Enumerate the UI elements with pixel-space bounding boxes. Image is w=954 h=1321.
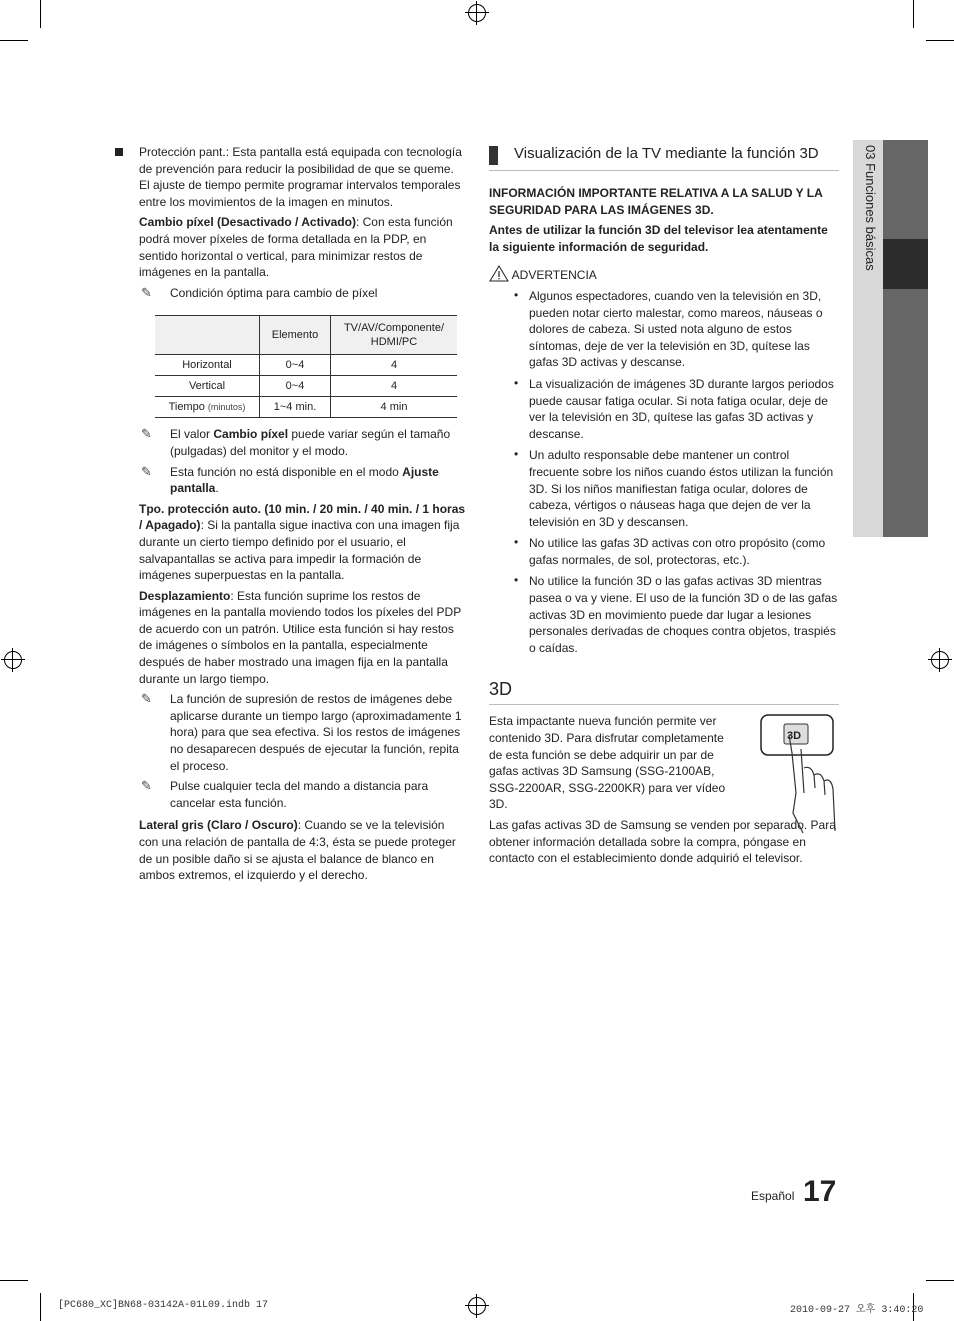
registration-mark-icon bbox=[4, 651, 22, 669]
table-cell: 4 bbox=[331, 355, 458, 376]
lateral-gris-title: Lateral gris (Claro / Oscuro) bbox=[139, 818, 298, 833]
section-heading-text: Visualización de la TV mediante la función 3D bbox=[514, 145, 819, 162]
cambio-pixel-text: : Con esta función podrá mover píxeles de forma detallada en la PDP, en sentido horizontal o vertical, para minimizar restos de imágenes en la pantalla. bbox=[139, 215, 453, 280]
cambio-pixel-paragraph bbox=[139, 214, 467, 280]
table-cell: 4 bbox=[331, 376, 458, 397]
note-text: . bbox=[215, 481, 219, 496]
crop-mark bbox=[0, 1280, 28, 1281]
note-valor bbox=[139, 426, 467, 459]
crop-mark bbox=[0, 40, 28, 41]
table-header-cell: TV/AV/Componente/ HDMI/PC bbox=[331, 316, 458, 355]
note-pencil-icon: ✎ bbox=[141, 778, 152, 794]
note-text: La función de supresión de restos de imágenes debe aplicarse durante un tiempo largo (aproximadamente 1 hora) para que sea efectiva. Si los restos de imágenes no desaparecen después de ejecutar la función, repita el proceso. bbox=[170, 692, 462, 773]
table-cell-label: Tiempo bbox=[168, 401, 205, 414]
warning-label-text: ADVERTENCIA bbox=[511, 268, 597, 283]
left-column bbox=[139, 144, 467, 888]
tpo-proteccion-paragraph bbox=[139, 501, 467, 584]
note-ajuste bbox=[139, 464, 467, 497]
side-tab-active-marker bbox=[883, 239, 928, 289]
button-3d-label: 3D bbox=[787, 730, 802, 743]
heading-bar-icon bbox=[489, 146, 498, 165]
registration-mark-icon bbox=[468, 4, 486, 22]
desplazamiento-paragraph bbox=[139, 588, 467, 688]
note-bold: Cambio píxel bbox=[213, 427, 289, 442]
right-column bbox=[489, 144, 839, 871]
print-info-left: [PC680_XC]BN68-03142A-01L09.indb 17 bbox=[58, 1300, 269, 1311]
table-cell: 1~4 min. bbox=[260, 397, 331, 418]
note-text: Pulse cualquier tecla del mando a distancia para cancelar esta función. bbox=[170, 779, 429, 810]
para-3d-2-text: Las gafas activas 3D de Samsung se venden por separado. Para obtener información detallada sobre la compra, póngase en contacto con el establecimiento donde adquirió el televisor. bbox=[489, 818, 836, 866]
pixel-shift-table bbox=[155, 315, 457, 418]
table-cell bbox=[155, 397, 260, 418]
warning-label bbox=[489, 265, 839, 284]
remote-3d-button-illustration bbox=[759, 713, 839, 835]
para-3d-1: Esta impactante nueva función permite ver contenido 3D. Para disfrutar completamente de esta función se debe adquirir un par de gafas activas 3D Samsung (SSG-2100AB, SSG-2200AR, SSG-2200KR) para ver vídeo 3D. bbox=[489, 714, 726, 812]
table-row bbox=[155, 376, 457, 397]
side-tab-dark bbox=[883, 140, 928, 537]
table-row bbox=[155, 355, 457, 376]
note-text: El valor bbox=[170, 427, 214, 442]
table-cell: Vertical bbox=[155, 376, 260, 397]
list-item: • Algunos espectadores, cuando ven la televisión en 3D, pueden notar cierto malestar, como mareos, náuseas o dolores de cabeza. Si usted nota alguno de estos síntomas, deje de ver la televisión en 3D, quítese las gafas 3D activas y descanse. bbox=[529, 288, 839, 371]
print-info-right: 2010-09-27 오후 3:40:20 bbox=[790, 1305, 924, 1316]
note-supresion bbox=[139, 691, 467, 774]
table-cell-unit: (minutos) bbox=[207, 402, 246, 413]
side-tab-label: 03 Funciones básicas bbox=[863, 145, 878, 271]
registration-mark-icon bbox=[931, 651, 949, 669]
info-bold-text: Antes de utilizar la función 3D del televisor lea atentamente la siguiente información de seguridad. bbox=[489, 223, 828, 254]
crop-mark bbox=[40, 0, 41, 28]
crop-mark bbox=[926, 40, 954, 41]
note-text: Condición óptima para cambio de píxel bbox=[170, 285, 378, 300]
crop-mark bbox=[40, 1293, 41, 1321]
note-text: Esta función no está disponible en el modo bbox=[170, 464, 403, 479]
proteccion-text: : Esta pantalla está equipada con tecnología de prevención para reducir la posibilidad de que se queme. El ajuste de tiempo permite programar intervalos temporales entre los movimientos de la imagen en minutos. bbox=[139, 145, 462, 209]
page-number: 17 bbox=[803, 1175, 837, 1208]
square-bullet-icon bbox=[115, 148, 123, 156]
note-text: puede variar según el tamaño (pulgadas) del monitor y el modo. bbox=[170, 427, 451, 458]
table-cell: 0~4 bbox=[260, 355, 331, 376]
table-cell: Horizontal bbox=[155, 355, 260, 376]
warning-triangle-icon bbox=[489, 265, 509, 282]
table-header-cell bbox=[155, 316, 260, 355]
list-item: • La visualización de imágenes 3D durante largos periodos puede causar fatiga ocular. Si nota fatiga ocular, deje de ver la televisión en 3D, quítese las gafas 3D activas y descanse. bbox=[529, 376, 839, 442]
list-item: • No utilice las gafas 3D activas con otro propósito (como gafas normales, de sol, protectoras, etc.). bbox=[529, 535, 839, 568]
table-cell: 0~4 bbox=[260, 376, 331, 397]
warning-list bbox=[489, 288, 839, 656]
info-bold-2 bbox=[489, 222, 839, 255]
note-bold: Ajuste pantalla bbox=[170, 464, 439, 496]
heading-3d: 3D bbox=[489, 678, 839, 705]
table-header-cell: Elemento bbox=[260, 316, 331, 355]
crop-mark bbox=[913, 0, 914, 28]
desplazamiento-text: : Esta función suprime los restos de imágenes en la pantalla moviendo todos los píxeles del PDP de acuerdo con un patrón. Utilice esta función si hay restos de imágenes o símbolos en la pantalla, especialmente después de haber mostrado una imagen fija en la pantalla durante un largo tiempo. bbox=[139, 588, 461, 686]
note-condicion bbox=[139, 285, 467, 302]
desplazamiento-title: Desplazamiento bbox=[139, 588, 231, 603]
table-row bbox=[155, 397, 457, 418]
note-pulse bbox=[139, 778, 467, 811]
section-heading bbox=[489, 144, 839, 171]
note-pencil-icon: ✎ bbox=[141, 691, 152, 707]
tpo-proteccion-text: : Si la pantalla sigue inactiva con una imagen fija durante un cierto tiempo definido por el usuario, el salvapantallas se activa para impedir la formación de imágenes superpuestas en la pantalla. bbox=[139, 518, 460, 583]
proteccion-title: Protección pant. bbox=[139, 145, 226, 159]
proteccion-paragraph bbox=[139, 144, 467, 210]
table-cell: 4 min bbox=[331, 397, 458, 418]
cambio-pixel-title: Cambio píxel (Desactivado / Activado) bbox=[139, 215, 356, 230]
section-3d-body bbox=[489, 713, 839, 866]
info-bold-text: INFORMACIÓN IMPORTANTE RELATIVA A LA SALUD Y LA SEGURIDAD PARA LAS IMÁGENES 3D. bbox=[489, 186, 823, 217]
info-bold-1 bbox=[489, 185, 839, 218]
note-pencil-icon: ✎ bbox=[141, 463, 152, 479]
crop-mark bbox=[926, 1280, 954, 1281]
note-pencil-icon: ✎ bbox=[141, 284, 152, 300]
registration-mark-icon bbox=[468, 1297, 486, 1315]
list-item: • No utilice la función 3D o las gafas activas 3D mientras pasea o va y viene. El uso de la función 3D o de las gafas activas 3D en movimiento puede dar lugar a lesiones personales derivadas de choques contra objetos, traspiés o caídas. bbox=[529, 573, 839, 656]
lateral-gris-text: : Cuando se ve la televisión con una relación de pantalla de 4:3, ésta se puede proteger de un posible daño si se ajusta el balance de blanco en ambos extremos, el izquierdo y el derecho. bbox=[139, 818, 456, 883]
tpo-proteccion-title: Tpo. protección auto. (10 min. / 20 min. / 40 min. / 1 horas / Apagado) bbox=[139, 501, 466, 533]
table-header-row bbox=[155, 316, 457, 355]
list-item: • Un adulto responsable debe mantener un control frecuente sobre los niños cuando éstos utilizan la función 3D. Si los niños manifiestan fatiga ocular, dolores de cabeza, vértigos o náuseas haga que dejen de ver la televisión en 3D y descansen. bbox=[529, 447, 839, 530]
footer-language: Español bbox=[751, 1189, 795, 1203]
lateral-gris-paragraph bbox=[139, 817, 467, 883]
note-pencil-icon: ✎ bbox=[141, 426, 152, 442]
